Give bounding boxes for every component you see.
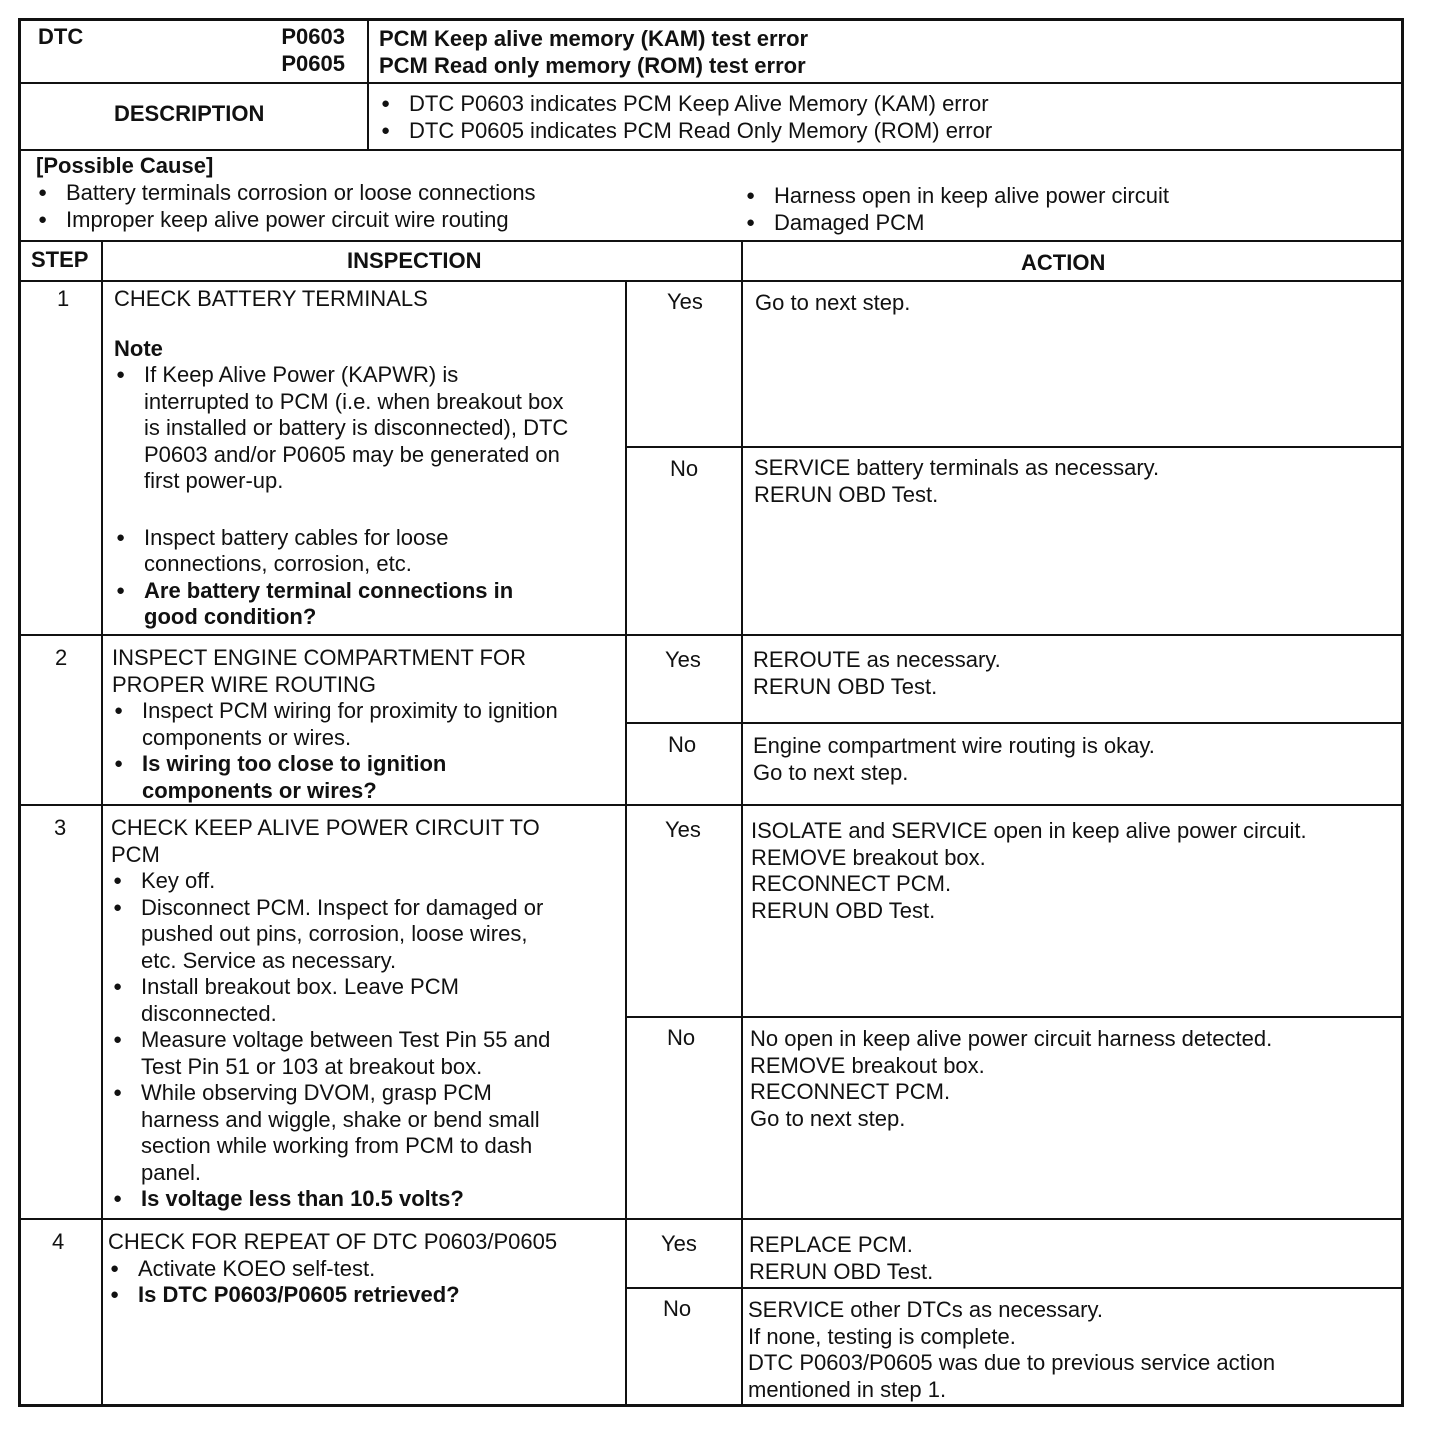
- no-label: No: [668, 732, 697, 757]
- step-number: 4: [52, 1229, 65, 1254]
- dtc-titles: [379, 26, 808, 79]
- yes-action: REPLACE PCM. RERUN OBD Test.: [749, 1232, 934, 1284]
- no-label: No: [667, 1025, 696, 1050]
- dtc-code: P0605: [281, 50, 345, 76]
- yes-action: ISOLATE and SERVICE open in keep alive power circuit. REMOVE breakout box. RECONNECT PCM. RERUN OBD Test.: [751, 818, 1307, 923]
- note-label: Note: [114, 335, 163, 361]
- divider: [21, 1218, 1401, 1220]
- step-number: 1: [57, 286, 70, 311]
- list-item: ● Improper keep alive power circuit wire routing: [36, 207, 536, 234]
- dtc-label: DTC: [38, 24, 84, 49]
- step-inspection: [108, 1229, 557, 1309]
- divider: [741, 240, 743, 1404]
- yes-action: Go to next step.: [755, 290, 911, 315]
- step-title: CHECK KEEP ALIVE POWER CIRCUIT TO PCM: [111, 815, 540, 867]
- step-number: 2: [55, 645, 68, 670]
- step-number: 3: [54, 815, 67, 840]
- column-step: STEP: [31, 247, 89, 272]
- divider: [625, 280, 627, 1404]
- no-action: Engine compartment wire routing is okay. Go to next step.: [753, 733, 1155, 785]
- divider: [21, 280, 1401, 282]
- divider: [21, 804, 1401, 806]
- yes-label: Yes: [665, 817, 701, 842]
- column-inspection: INSPECTION: [347, 248, 482, 273]
- list-item: ● Inspect PCM wiring for proximity to ignition components or wires.: [112, 698, 558, 751]
- column-action: ACTION: [1021, 250, 1106, 275]
- description-list: [379, 91, 992, 144]
- list-item: ● While observing DVOM, grasp PCM harness and wiggle, shake or bend small section while working from PCM to dash panel.: [111, 1080, 550, 1186]
- list-item: ● DTC P0603 indicates PCM Keep Alive Memory (KAM) error: [379, 91, 992, 118]
- step-inspection: [111, 815, 550, 1213]
- list-item: ● Activate KOEO self-test.: [108, 1256, 557, 1283]
- yes-label: Yes: [667, 289, 703, 314]
- step-title: INSPECT ENGINE COMPARTMENT FOR PROPER WIRE ROUTING: [112, 645, 526, 697]
- inspection-question: ● Is wiring too close to ignition components or wires?: [112, 751, 558, 804]
- list-item: ● Disconnect PCM. Inspect for damaged or pushed out pins, corrosion, loose wires, etc. Service as necessary.: [111, 895, 550, 975]
- divider: [21, 240, 1401, 242]
- divider: [21, 82, 1401, 84]
- list-item: ● Install breakout box. Leave PCM disconnected.: [111, 974, 550, 1027]
- inspection-list: [111, 868, 550, 1213]
- list-item: ● Damaged PCM: [744, 210, 1169, 237]
- yes-label: Yes: [661, 1231, 697, 1256]
- yes-label: Yes: [665, 647, 701, 672]
- list-item: ● Key off.: [111, 868, 550, 895]
- no-action: No open in keep alive power circuit harness detected. REMOVE breakout box. RECONNECT PCM. Go to next step.: [750, 1026, 1273, 1131]
- dtc-codes: [221, 24, 345, 77]
- step-inspection: [112, 645, 558, 804]
- note-list: [114, 362, 568, 495]
- list-item: ● Inspect battery cables for loose connections, corrosion, etc.: [114, 525, 568, 578]
- divider: [101, 240, 103, 1404]
- diagnostic-table: [18, 18, 1404, 1407]
- yes-action: REROUTE as necessary. RERUN OBD Test.: [753, 647, 1001, 699]
- inspection-list: [108, 1256, 557, 1309]
- possible-cause-right: [744, 183, 1169, 236]
- inspection-question: ● Is voltage less than 10.5 volts?: [111, 1186, 550, 1213]
- list-item: ● Harness open in keep alive power circuit: [744, 183, 1169, 210]
- divider: [21, 149, 1401, 151]
- inspection-question: ● Is DTC P0603/P0605 retrieved?: [108, 1282, 557, 1309]
- step-title: CHECK FOR REPEAT OF DTC P0603/P0605: [108, 1229, 558, 1254]
- list-item: ● Battery terminals corrosion or loose connections: [36, 180, 536, 207]
- step-inspection: [114, 286, 568, 631]
- no-label: No: [663, 1296, 692, 1321]
- description-label: DESCRIPTION: [114, 101, 265, 126]
- list-item: ● DTC P0605 indicates PCM Read Only Memory (ROM) error: [379, 118, 992, 145]
- dtc-title: PCM Keep alive memory (KAM) test error: [379, 26, 809, 51]
- no-action: SERVICE battery terminals as necessary. RERUN OBD Test.: [754, 455, 1160, 507]
- list-item: ● If Keep Alive Power (KAPWR) is interrupted to PCM (i.e. when breakout box is installed or battery is disconnected), DTC P0603 and/or P0605 may be generated on first power-up.: [114, 362, 568, 495]
- inspection-list: [112, 698, 558, 804]
- no-label: No: [670, 456, 699, 481]
- possible-cause-left: [36, 180, 536, 233]
- divider: [367, 21, 369, 149]
- divider: [21, 634, 1401, 636]
- list-item: ● Measure voltage between Test Pin 55 and Test Pin 51 or 103 at breakout box.: [111, 1027, 550, 1080]
- no-action: SERVICE other DTCs as necessary. If none, testing is complete. DTC P0603/P0605 was due to previous service action mentioned in step 1.: [748, 1297, 1276, 1402]
- dtc-code: P0603: [281, 24, 345, 49]
- dtc-title: PCM Read only memory (ROM) test error: [379, 52, 806, 78]
- inspection-list: [114, 525, 568, 631]
- inspection-question: ● Are battery terminal connections in good condition?: [114, 578, 568, 631]
- possible-cause-label: [Possible Cause]: [36, 153, 214, 178]
- step-title: CHECK BATTERY TERMINALS: [114, 286, 428, 311]
